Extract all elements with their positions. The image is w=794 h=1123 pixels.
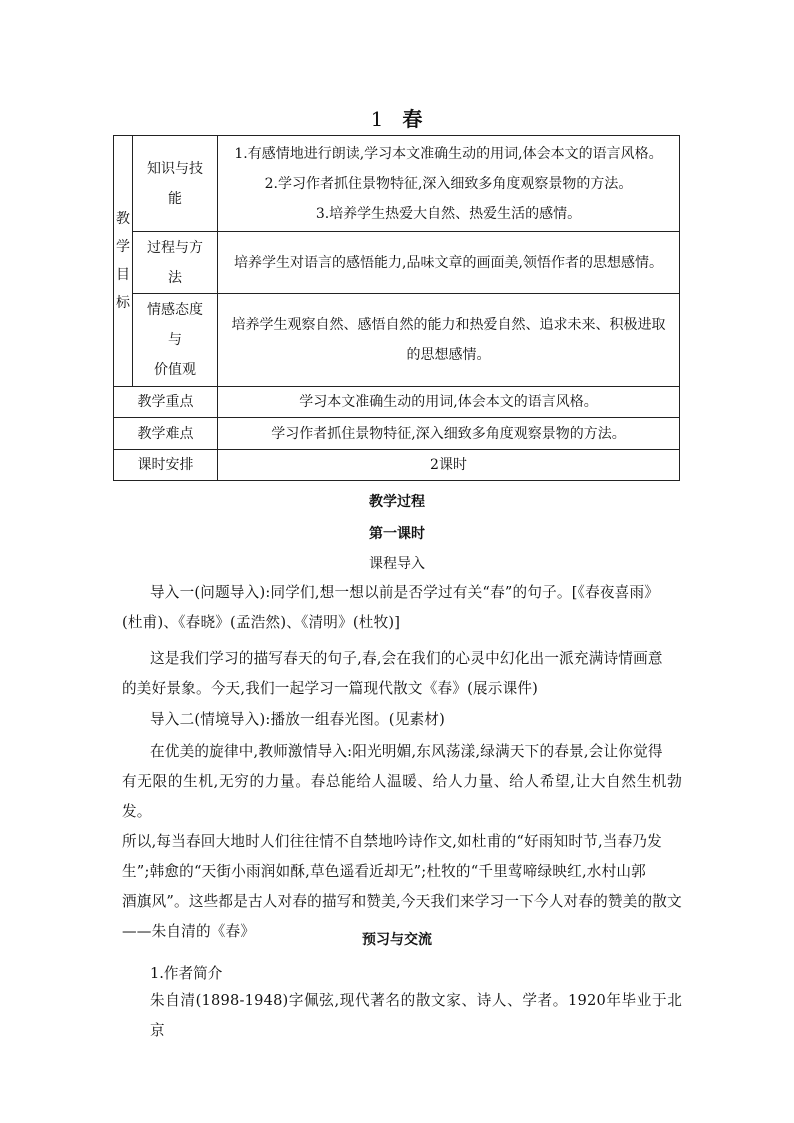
label-line: 价值观: [154, 362, 196, 378]
knowledge-content: [218, 136, 680, 232]
text-line: 这是我们学习的描写春天的句子,春,会在我们的心灵中幻化出一派充满诗情画意: [150, 650, 663, 667]
emotion-label: [133, 294, 218, 387]
lesson-title: [0, 103, 794, 132]
knowledge-label: [133, 136, 218, 232]
label-line: 与: [168, 332, 182, 348]
label-line: 能: [168, 190, 182, 207]
intro-heading: 课程导入: [369, 556, 425, 572]
text-line: 导入一(问题导入):同学们,想一想以前是否学过有关“春”的句子。[《春夜喜雨》: [150, 584, 660, 601]
key-point-value: 学习本文准确生动的用词,体会本文的语言风格。: [218, 387, 680, 418]
intro1-paragraph: [122, 578, 682, 638]
goals-char: 目: [116, 267, 130, 283]
label-line: 知识与技: [147, 160, 203, 177]
text-line: 导入二(情境导入):播放一组春光图。(见素材): [150, 711, 445, 728]
intro2b-paragraph: [122, 737, 682, 947]
content-line: 培养学生对语言的感悟能力,品味文章的画面美,领悟作者的思想感情。: [234, 254, 663, 271]
content-line: 的思想感情。: [406, 347, 491, 363]
intro2-paragraph: [122, 705, 682, 735]
goals-char: 学: [116, 239, 130, 255]
content-line: 培养学生观察自然、感悟自然的能力和热爱自然、追求未来、积极进取: [231, 317, 666, 333]
text-line: ——朱自清的《春》: [122, 923, 256, 940]
text-line: 酒旗风”。这些都是古人对春的描写和赞美,今天我们来学习一下今人对春的赞美的散文: [122, 893, 682, 910]
label-line: 法: [168, 269, 182, 286]
text-line: (杜甫)、《春晓》(孟浩然)、《清明》(杜牧)]: [122, 614, 401, 631]
preview-heading: 预习与交流: [362, 932, 432, 948]
text-line: 朱自清(1898-1948)字佩弦,现代著名的散文家、诗人、学者。1920年毕业于北京: [150, 992, 682, 1039]
text-line: 有无限的生机,无穷的力量。春总能给人温暖、给人力量、给人希望,让大自然生机勃发。: [122, 773, 682, 820]
lesson-name: 春: [402, 107, 424, 131]
author-paragraph: [122, 986, 682, 1046]
process-content: [218, 232, 680, 294]
label-line: 过程与方: [147, 239, 203, 256]
lesson-one-heading: 第一课时: [369, 526, 425, 542]
process-label: [133, 232, 218, 294]
schedule-label: 课时安排: [114, 450, 218, 481]
content-line: 2.学习作者抓住景物特征,深入细致多角度观察景物的方法。: [264, 175, 633, 192]
difficulty-value: 学习作者抓住景物特征,深入细致多角度观察景物的方法。: [218, 418, 680, 450]
text-line: 生”;韩愈的“天街小雨润如酥,草色遥看近却无”;杜牧的“千里莺啼绿映红,水村山郭: [122, 863, 646, 880]
lesson-number: 1: [370, 107, 385, 131]
schedule-value: 2课时: [218, 450, 680, 481]
intro1b-paragraph: [122, 644, 682, 704]
emotion-content: [218, 294, 680, 387]
content-line: 1.有感情地进行朗读,学习本文准确生动的用词,体会本文的语言风格。: [234, 145, 663, 162]
teaching-plan-table: [113, 135, 680, 481]
content-line: 3.培养学生热爱大自然、热爱生活的感情。: [315, 205, 582, 222]
process-heading: 教学过程: [369, 494, 425, 510]
difficulty-label: 教学难点: [114, 418, 218, 450]
text-line: 所以,每当春回大地时人们往往情不自禁地吟诗作文,如杜甫的“好雨知时节,当春乃发: [122, 833, 662, 850]
text-line: 在优美的旋律中,教师激情导入:阳光明媚,东风荡漾,绿满天下的春景,会让你觉得: [150, 743, 663, 760]
label-line: 情感态度: [147, 302, 203, 318]
goals-char: 教: [116, 211, 130, 227]
key-point-label: 教学重点: [114, 387, 218, 418]
goals-char: 标: [116, 295, 130, 311]
author-item: 1.作者简介: [150, 965, 223, 982]
goals-label: [114, 136, 133, 387]
text-line: 的美好景象。今天,我们一起学习一篇现代散文《春》(展示课件): [122, 680, 539, 697]
